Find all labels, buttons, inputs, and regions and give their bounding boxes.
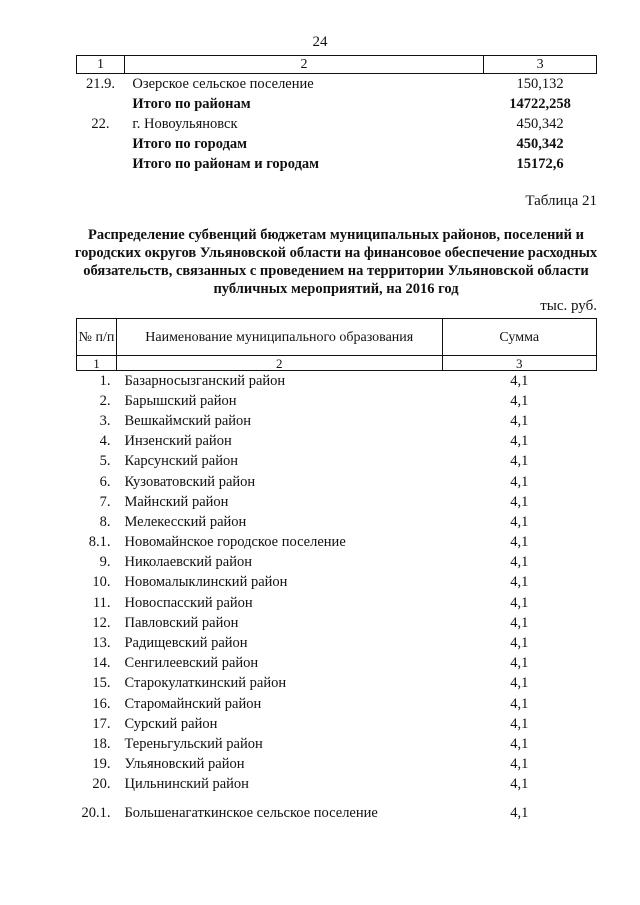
row-value: 4,1: [510, 554, 529, 571]
row-name: Инзенский район: [124, 433, 232, 450]
table-row: [77, 512, 597, 532]
row-number: 4.: [99, 433, 111, 450]
row-name: Сурский район: [124, 715, 218, 732]
row-value: 150,132: [516, 75, 564, 92]
table-row: [77, 775, 597, 795]
row-value: 4,1: [510, 635, 529, 652]
totals-table: [76, 55, 597, 174]
row-name: Николаевский район: [124, 554, 253, 571]
row-name: Мелекесский район: [124, 513, 247, 530]
table-row: [77, 633, 597, 653]
row-number: 13.: [92, 635, 111, 652]
table-row: [77, 674, 597, 694]
table-row: [77, 734, 597, 754]
row-name: Сенгилеевский район: [124, 655, 259, 672]
row-value: 4,1: [510, 574, 529, 591]
table-row: [77, 573, 597, 593]
table-row: [77, 134, 597, 154]
row-value: 4,1: [510, 513, 529, 530]
row-name: Старокулаткинский район: [124, 675, 287, 692]
row-value: 4,1: [510, 433, 529, 450]
column-number: 3: [484, 56, 597, 74]
table-row: [77, 114, 597, 134]
header-sum: Сумма: [442, 319, 596, 356]
table-row: [77, 452, 597, 472]
row-value: 4,1: [510, 614, 529, 631]
row-name: Большенагаткинское сельское поселение: [124, 804, 378, 821]
row-value: 4,1: [510, 655, 529, 672]
row-value: 4,1: [510, 534, 529, 551]
row-name: Кузоватовский район: [124, 473, 256, 490]
row-name: Тереньгульский район: [124, 735, 263, 752]
row-name: Цильнинский район: [124, 776, 249, 793]
row-value: 4,1: [510, 756, 529, 773]
row-number: 17.: [92, 715, 111, 732]
row-value: 450,342: [516, 115, 564, 132]
column-number-row: [77, 356, 597, 371]
row-name: Итого по районам: [132, 95, 251, 112]
row-value: 4,1: [510, 594, 529, 611]
row-number: 8.: [99, 513, 111, 530]
row-number: [77, 154, 125, 174]
row-number: 20.1.: [81, 804, 111, 821]
table-row: [77, 755, 597, 775]
row-value: 4,1: [510, 392, 529, 409]
row-value: 4,1: [510, 412, 529, 429]
row-number: 22.: [91, 115, 110, 132]
table-row: [77, 654, 597, 674]
column-number-row: [77, 56, 597, 74]
table-row: [77, 472, 597, 492]
row-name: г. Новоульяновск: [132, 115, 238, 132]
table-row: [77, 432, 597, 452]
column-number: 3: [442, 356, 596, 371]
row-number: 11.: [92, 594, 111, 611]
table-row: [77, 714, 597, 734]
table-row: [77, 694, 597, 714]
row-number: 9.: [99, 554, 111, 571]
row-value: 4,1: [510, 675, 529, 692]
row-name: Карсунский район: [124, 453, 238, 470]
table-row: [77, 94, 597, 114]
table-row: [77, 371, 597, 392]
row-number: 2.: [99, 392, 111, 409]
header-name: Наименование муниципального образования: [116, 319, 442, 356]
page-number: 24: [312, 34, 328, 50]
table-row: [77, 411, 597, 431]
row-number: 21.9.: [85, 75, 115, 92]
row-number: [77, 94, 125, 114]
table-row: [77, 154, 597, 174]
row-name: Барышский район: [124, 392, 237, 409]
row-name: Новомайнское городское поселение: [124, 534, 346, 551]
row-number: 14.: [92, 655, 111, 672]
table-row: [77, 391, 597, 411]
row-number: 1.: [99, 372, 111, 389]
table-label: Таблица 21: [525, 193, 597, 209]
header-row: [77, 319, 597, 356]
column-number: 2: [116, 356, 442, 371]
row-value: 4,1: [510, 372, 529, 389]
row-value: 4,1: [510, 695, 529, 712]
row-value: 4,1: [510, 735, 529, 752]
subventions-table: [76, 318, 597, 831]
row-value: 4,1: [510, 453, 529, 470]
row-number: 20.: [92, 776, 111, 793]
row-number: 18.: [92, 735, 111, 752]
row-number: 15.: [92, 675, 111, 692]
row-number: 10.: [92, 574, 111, 591]
row-number: 5.: [99, 453, 111, 470]
row-name: Итого по городам: [132, 135, 248, 152]
row-name: Старомайнский район: [124, 695, 262, 712]
row-name: Итого по районам и городам: [132, 155, 320, 172]
row-value: 450,342: [516, 135, 564, 152]
row-number: 8.1.: [88, 534, 111, 551]
row-number: 19.: [92, 756, 111, 773]
row-name: Новомалыклинский район: [124, 574, 288, 591]
table-row: [77, 593, 597, 613]
table-row: [77, 553, 597, 573]
table-row: [77, 492, 597, 512]
row-value: 4,1: [510, 804, 529, 821]
units-label: тыс. руб.: [540, 298, 597, 314]
row-number: [77, 134, 125, 154]
row-name: Павловский район: [124, 614, 239, 631]
row-name: Вешкаймский район: [124, 412, 252, 429]
row-name: Ульяновский район: [124, 756, 245, 773]
row-name: Майнский район: [124, 493, 229, 510]
row-value: 4,1: [510, 493, 529, 510]
row-name: Озерское сельское поселение: [132, 75, 314, 92]
row-name: Новоспасский район: [124, 594, 253, 611]
row-name: Радищевский район: [124, 635, 248, 652]
column-number: 1: [77, 56, 125, 74]
row-value: 14722,258: [509, 95, 571, 112]
table-row: [77, 74, 597, 95]
row-number: 7.: [99, 493, 111, 510]
row-number: 6.: [99, 473, 111, 490]
column-number: 2: [124, 56, 483, 74]
row-name: Базарносызганский район: [124, 372, 286, 389]
row-value: 4,1: [510, 473, 529, 490]
column-number: 1: [77, 356, 117, 371]
table-title: Распределение субвенций бюджетам муниципальных районов, поселений и городских округов Ульяновской области на финансовое обеспечение расходных обязательств, связанных с проведением на территории Ульяновской области публичных мероприятий, на 2016 год: [74, 227, 598, 297]
header-number: № п/п: [77, 319, 117, 356]
row-number: 12.: [92, 614, 111, 631]
row-value: 4,1: [510, 776, 529, 793]
row-value: 4,1: [510, 715, 529, 732]
row-value: 15172,6: [516, 155, 564, 172]
table-row: [77, 613, 597, 633]
row-number: 3.: [99, 412, 111, 429]
table-row: [77, 795, 597, 831]
row-number: 16.: [92, 695, 111, 712]
table-row: [77, 533, 597, 553]
